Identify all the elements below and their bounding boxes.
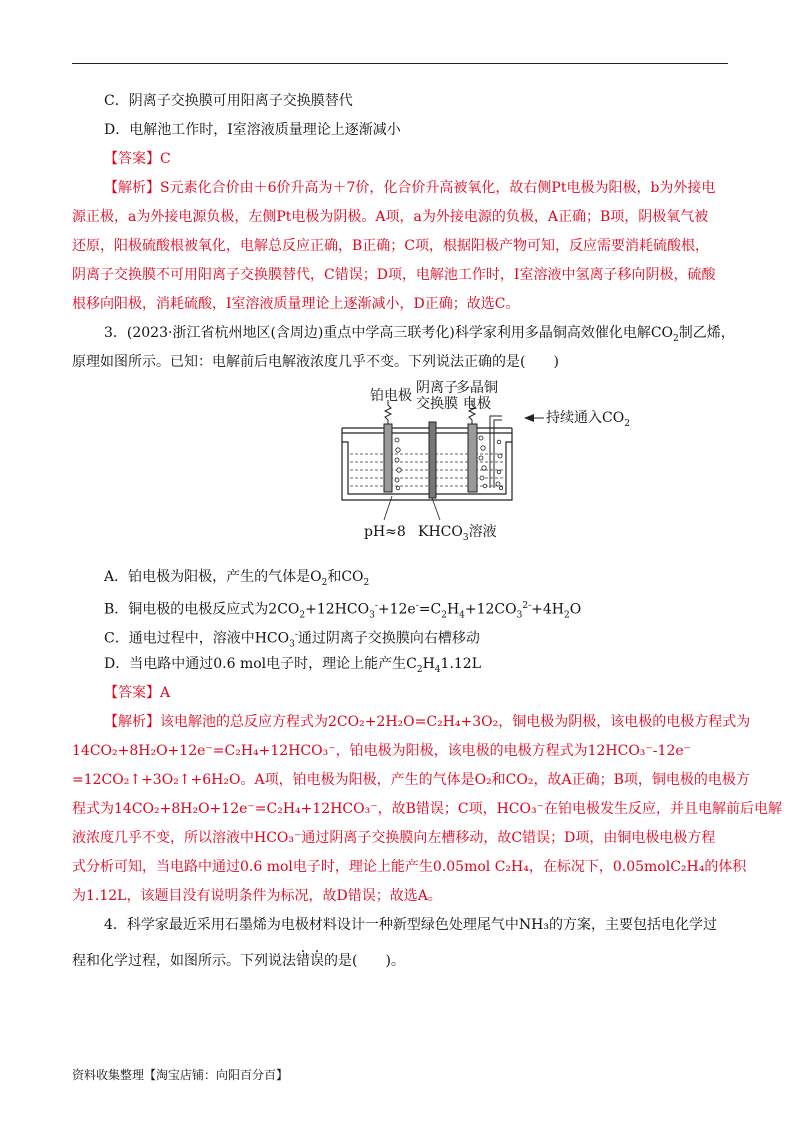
- answer-3: [72, 682, 728, 704]
- analysis-line: 根移向阳极，消耗硫酸，I室溶液质量理论上逐渐减小，D正确；故选C。: [72, 296, 520, 312]
- analysis-line: 14CO₂+8H₂O+12e⁻=C₂H₄+12HCO₃⁻，铂电极为阳极，该电极的电极方程式为12HCO₃⁻-12e⁻: [72, 743, 692, 759]
- emphasis-char: 误: [310, 953, 324, 969]
- answer-label: 【答案】: [104, 685, 160, 701]
- pt-electrode-label: 铂电极: [370, 388, 412, 404]
- cu-electrode-label: 多晶铜 电极: [456, 380, 498, 412]
- question-3-line2: 原理如图所示。已知：电解前后电解液浓度几乎不变。下列说法正确的是( ): [72, 354, 559, 370]
- analysis-line: 阴离子交换膜不可用阳离子交换膜替代，C错误；D项，电解池工作时，I室溶液中氢离子移向阴极，硫酸: [72, 267, 716, 283]
- analysis-1: [72, 177, 728, 315]
- emphasis-char: 错: [296, 953, 310, 969]
- option-3c: C．通电过程中，溶液中$HCO_3^-$通过阴离子交换膜向右槽移动: [104, 630, 480, 650]
- electrolysis-figure: [72, 380, 728, 552]
- analysis-label: 【解析】: [104, 714, 160, 730]
- option-3d: D．当电路中通过0.6 mol电子时，理论上能产生$C_2H_41.12L$: [104, 656, 481, 675]
- ph-label: pH≈8: [364, 524, 406, 540]
- question-4-line2: 程和化学过程，如图所示。下列说法错误的是( )。: [72, 953, 405, 969]
- answer-1: [72, 148, 728, 170]
- option-3b: B．铜电极的电极反应式为$2CO_2+12HCO_3^-+12e^-=C_2H_4+12CO_3^{2-}+4H_2O$: [104, 601, 582, 621]
- option-3a: A．铂电极为阳极，产生的气体是$O_2$和$CO_2$: [104, 569, 370, 588]
- co2-inlet-label: 持续通入$CO_2$: [546, 410, 630, 429]
- question-3-line1: 3．(2023·浙江省杭州地区(含周边)重点中学高三联考化)科学家利用多晶铜高效催化电解$CO_2$制乙烯，: [104, 325, 735, 344]
- analysis-label: 【解析】: [104, 180, 160, 196]
- analysis-line: 程式为14CO₂+8H₂O+12e⁻=C₂H₄+12HCO₃⁻，故B错误；C项，HCO₃⁻在铂电极发生反应，并且电解前后电解: [72, 801, 782, 817]
- header-rule: [72, 63, 728, 64]
- analysis-line: 液浓度几乎不变，所以溶液中HCO₃⁻通过阴离子交换膜向左槽移动，故C错误；D项，由铜电极电极方程: [72, 830, 716, 846]
- solution-label: $KHCO_3$溶液: [418, 524, 497, 543]
- analysis-line: 为1.12L，该题目没有说明条件为标况，故D错误；故选A。: [72, 888, 442, 904]
- analysis-line: 式分析可知，当电路中通过0.6 mol电子时，理论上能产生0.05mol C₂H₄，在标况下，0.05molC₂H₄的体积: [72, 859, 747, 875]
- membrane-label: 阴离子 交换膜: [416, 380, 458, 412]
- answer-value: A: [160, 685, 171, 701]
- option-c-prev: C．阴离子交换膜可用阳离子交换膜替代: [104, 93, 353, 109]
- answer-label: 【答案】: [104, 151, 160, 167]
- analysis-line: S元素化合价由＋6价升高为＋7价，化合价升高被氧化，故右侧Pt电极为阳极，b为外接电: [160, 180, 716, 196]
- analysis-line: =12CO₂↑+3O₂↑+6H₂O。A项，铂电极为阳极，产生的气体是O₂和CO₂，故A正确；B项，铜电极的电极方: [72, 772, 750, 788]
- analysis-3: [72, 711, 782, 907]
- analysis-line: 还原，阳极硫酸根被氧化，电解总反应正确，B正确；C项，根据阳极产物可知，反应需要消耗硫酸根，: [72, 238, 709, 254]
- page-content: [72, 90, 782, 979]
- answer-value: C: [160, 151, 171, 167]
- analysis-line: 源正极，a为外接电源负极，左侧Pt电极为阴极。A项，a为外接电源的负极，A正确；B项，阴极氧气被: [72, 209, 709, 225]
- question-4-line1: 4．科学家最近采用石墨烯为电极材料设计一种新型绿色处理尾气中NH₃的方案，主要包括电化学过: [104, 917, 717, 933]
- footer-note: 资料收集整理【淘宝店铺：向阳百分百】: [72, 1068, 289, 1082]
- analysis-line: 该电解池的总反应方程式为2CO₂+2H₂O=C₂H₄+3O₂，铜电极为阴极，该电极的电极方程式为: [160, 714, 751, 730]
- option-d-prev: D．电解池工作时，I室溶液质量理论上逐渐减小: [104, 122, 401, 138]
